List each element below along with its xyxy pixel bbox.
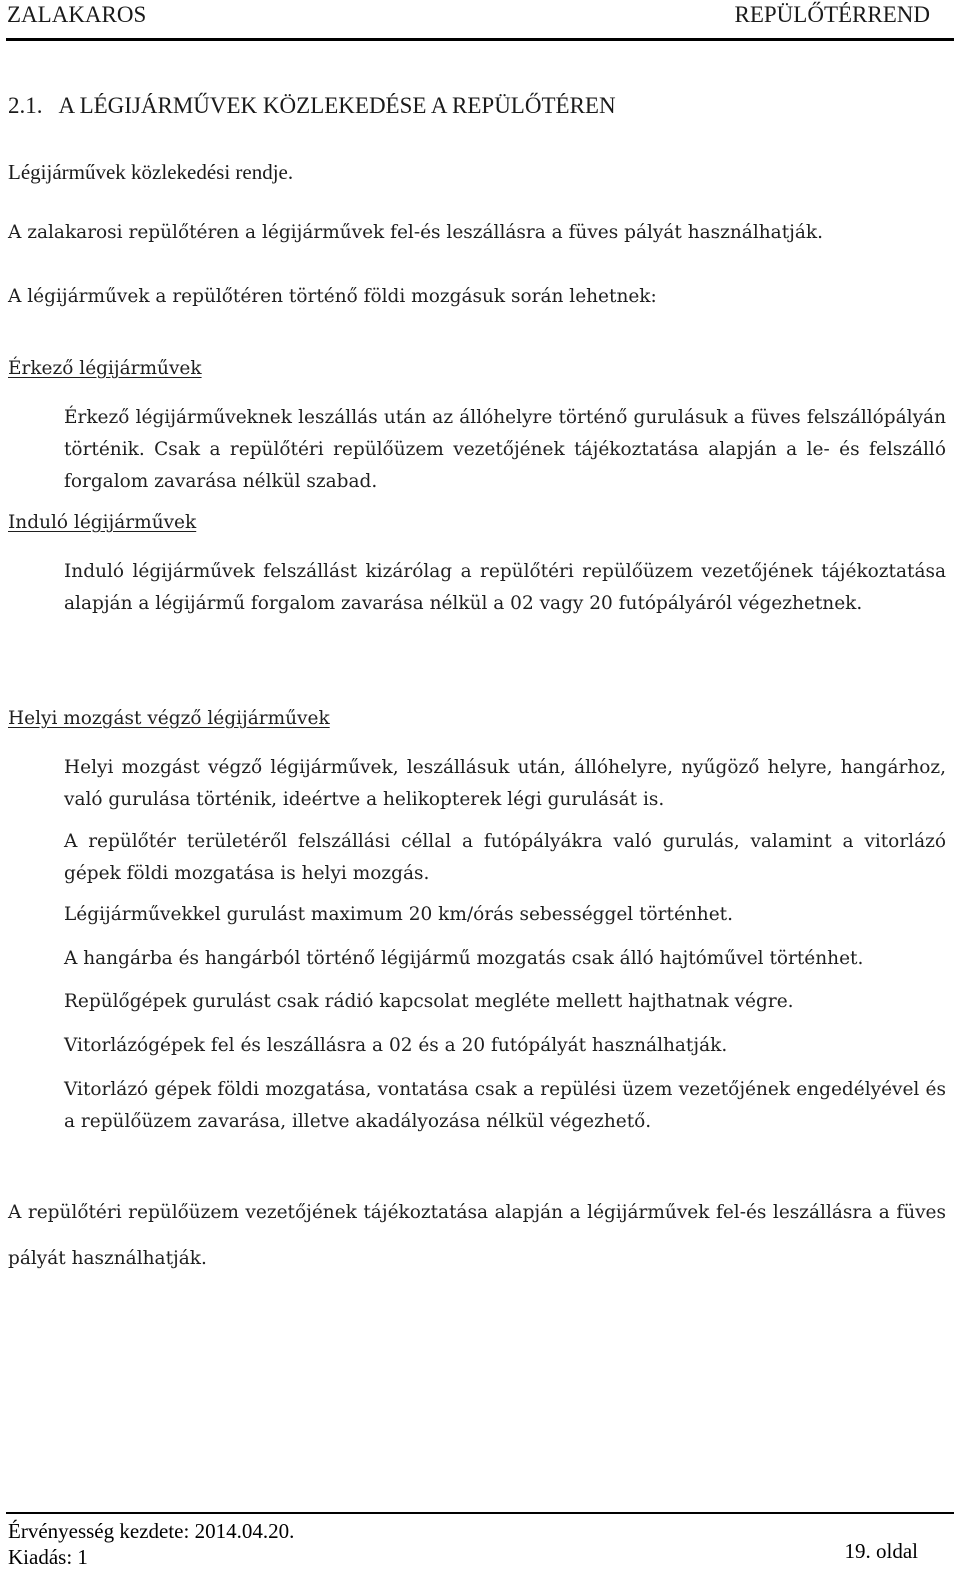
footer-rule (6, 1512, 954, 1514)
header-left: ZALAKAROS (7, 2, 147, 27)
header-right: REPÜLŐTÉRREND (734, 2, 930, 27)
arriving-heading: Érkező légijárművek (8, 358, 202, 379)
local-paragraph-7: Vitorlázó gépek földi mozgatása, vontatása csak a repülési üzem vezetőjének engedélyével és a repülőüzem zavarása, illetve akadályozása nélkül végezhető. (64, 1079, 946, 1132)
local-paragraph-5: Repülőgépek gurulást csak rádió kapcsolat megléte mellett hajthatnak végre. (64, 991, 794, 1012)
local-paragraph-6: Vitorlázógépek fel és leszállásra a 02 és a 20 futópályát használhatják. (64, 1035, 728, 1056)
arriving-paragraph: Érkező légijárműveknek leszállás után az állóhelyre történő gurulásuk a füves felszállópályán történik. Csak a repülőtéri repülőüzem vezetőjének tájékoztatása alapján a le- és felszálló forgalom zavarása nélkül szabad. (64, 407, 946, 492)
departing-heading: Induló légijárművek (8, 512, 197, 533)
footer-edition: Kiadás: 1 (8, 1545, 88, 1569)
footer-page-number: 19. oldal (844, 1539, 918, 1563)
header-rule (6, 38, 954, 41)
local-paragraph-2: A repülőtér területéről felszállási céllal a futópályákra való gurulás, valamint a vitorlázó gépek földi mozgatása is helyi mozgás. (64, 831, 946, 884)
footer-validity: Érvényesség kezdete: 2014.04.20. (8, 1519, 295, 1543)
section-subtitle: Légijárművek közlekedési rendje. (8, 160, 294, 184)
closing-paragraph: A repülőtéri repülőüzem vezetőjének tájékoztatása alapján a légijárművek fel-és leszállásra a füves pályát használhatják. (8, 1202, 946, 1269)
intro-line-2: A légijárművek a repülőtéren történő földi mozgásuk során lehetnek: (8, 286, 657, 307)
intro-line-1: A zalakarosi repülőtéren a légijárművek fel-és leszállásra a füves pályát használhatják. (8, 222, 823, 243)
local-paragraph-4: A hangárba és hangárból történő légijármű mozgatás csak álló hajtóművel történhet. (64, 948, 864, 969)
local-paragraph-1: Helyi mozgást végző légijárművek, leszállásuk után, állóhelyre, nyűgöző helyre, hangárhoz, való gurulása történik, ideértve a helikopterek légi gurulását is. (64, 757, 946, 810)
local-heading: Helyi mozgást végző légijárművek (8, 708, 330, 729)
local-paragraph-3: Légijárművekkel gurulást maximum 20 km/órás sebességgel történhet. (64, 904, 733, 925)
departing-paragraph: Induló légijárművek felszállást kizárólag a repülőtéri repülőüzem vezetőjének tájékoztatása alapján a légijármű forgalom zavarása nélkül a 02 vagy 20 futópályáról végezhetnek. (64, 561, 946, 614)
section-title: 2.1. A LÉGIJÁRMŰVEK KÖZLEKEDÉSE A REPÜLŐTÉREN (8, 93, 616, 118)
